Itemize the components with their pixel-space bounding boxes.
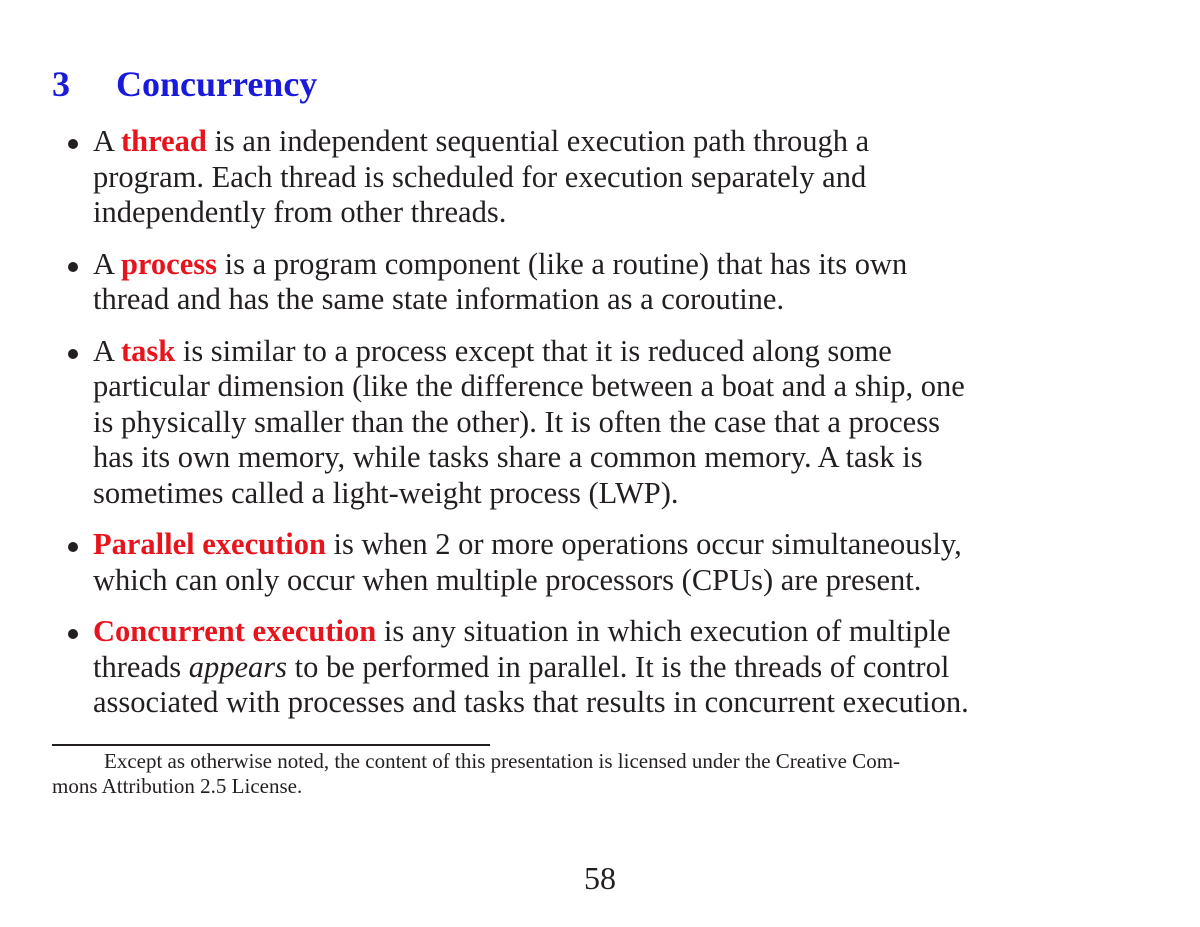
bullet-dot-icon (68, 262, 78, 272)
bullet-line (93, 334, 1166, 370)
page-number: 58 (584, 860, 616, 896)
footnote-line: mons Attribution 2.5 License. (52, 774, 303, 798)
text-segment: A (93, 333, 121, 368)
bullet-line: particular dimension (like the difference between a boat and a ship, one (93, 369, 965, 403)
bullet-dot-icon (68, 629, 78, 639)
text-segment: is a program component (like a routine) that has its own (216, 246, 908, 281)
text-segment: A (93, 246, 121, 281)
text-segment: to be performed in parallel. It is the threads of control (286, 649, 950, 684)
bullet-line (93, 124, 1166, 160)
bullet-line: which can only occur when multiple processors (CPUs) are present. (93, 562, 922, 597)
footnote-line: Except as otherwise noted, the content of this presentation is licensed under the Creative Com- (104, 749, 901, 773)
text-segment: A (93, 124, 121, 158)
section-number: 3 (52, 64, 70, 104)
term-process: process (120, 246, 217, 281)
bullet-line (93, 527, 1166, 563)
footnote-divider (52, 744, 490, 746)
bullet-parallel-execution (66, 527, 1166, 598)
text-segment: is an independent sequential execution path through a (206, 124, 870, 158)
bullet-line: is physically smaller than the other). It is often the case that a process (93, 404, 940, 439)
text-segment: threads (93, 649, 189, 684)
bullet-line (93, 614, 1166, 650)
section-title: Concurrency (116, 64, 318, 104)
bullet-dot-icon (68, 139, 78, 149)
bullet-line: independently from other threads. (93, 195, 507, 229)
footnote (52, 749, 900, 799)
bullet-line: thread and has the same state information as a coroutine. (93, 282, 785, 316)
term-concurrent-execution: Concurrent execution (93, 614, 377, 648)
term-task: task (120, 333, 176, 368)
bullet-thread (66, 124, 1166, 231)
text-segment: is when 2 or more operations occur simultaneously, (325, 527, 962, 561)
bullet-line (93, 247, 1166, 283)
bullet-line (93, 650, 1166, 686)
bullet-list (66, 124, 1166, 737)
bullet-line: has its own memory, while tasks share a common memory. A task is (93, 440, 923, 474)
emphasis-appears: appears (188, 649, 287, 684)
bullet-line: sometimes called a light-weight process (LWP). (93, 475, 679, 510)
term-parallel-execution: Parallel execution (93, 527, 326, 561)
section-heading (52, 64, 317, 104)
bullet-process (66, 247, 1166, 318)
text-segment: is any situation in which execution of multiple (376, 614, 951, 648)
bullet-task (66, 334, 1166, 512)
term-thread: thread (120, 124, 207, 158)
bullet-dot-icon (68, 349, 78, 359)
bullet-concurrent-execution (66, 614, 1166, 721)
bullet-line: program. Each thread is scheduled for execution separately and (93, 159, 867, 194)
bullet-line: associated with processes and tasks that results in concurrent execution. (93, 685, 969, 719)
text-segment: is similar to a process except that it is reduced along some (175, 333, 892, 368)
bullet-dot-icon (68, 542, 78, 552)
